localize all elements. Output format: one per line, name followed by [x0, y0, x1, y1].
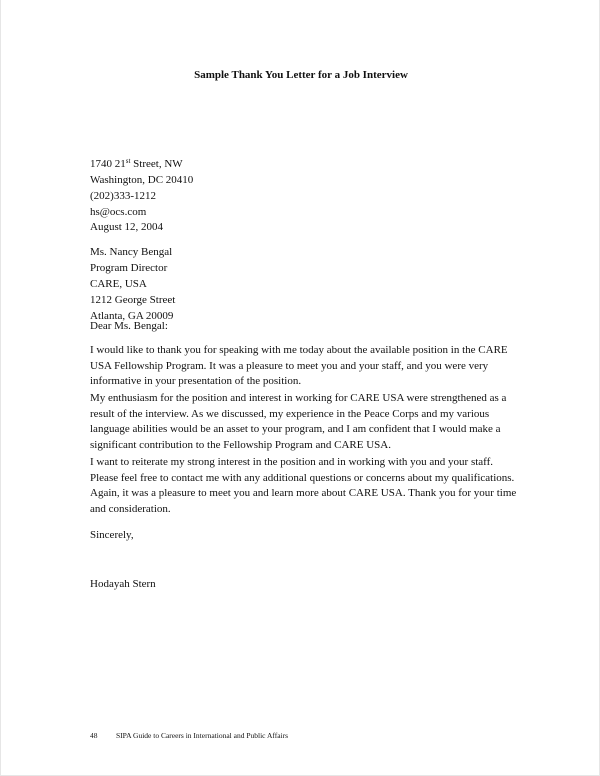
paragraph-3-line: I want to reiterate my strong interest in the position and in working with you and your staff.: [90, 456, 494, 468]
paragraph-1-line: I would like to thank you for speaking with me today about the available position in the CARE: [90, 344, 508, 356]
closing-text: Sincerely,: [90, 529, 134, 541]
sender-email: hs@ocs.com: [90, 206, 147, 218]
recipient-title: Program Director: [90, 262, 168, 274]
sender-street-rest: Street, NW: [130, 158, 183, 170]
paragraph-3-line: Again, it was a pleasure to meet you and learn more about CARE USA. Thank you for your time: [90, 487, 517, 500]
recipient-city-line: Atlanta, GA 20009: [90, 310, 174, 322]
recipient-name: Ms. Nancy Bengal: [90, 246, 173, 258]
salutation: [90, 318, 530, 334]
paragraph-2-line: My enthusiasm for the position and interest in working for CARE USA were strengthened as a: [90, 392, 507, 404]
footer-guide-title: SIPA Guide to Careers in International and Public Affairs: [116, 731, 289, 740]
page-number: 48: [90, 731, 98, 740]
sender-street-line: [90, 156, 530, 172]
recipient-street: 1212 George Street: [90, 294, 176, 306]
closing: [90, 527, 530, 543]
signature-name: Hodayah Stern: [90, 578, 156, 590]
paragraph-2-line: result of the interview. As we discussed, my experience in the Peace Corps and my various: [90, 407, 490, 420]
paragraph-2: [90, 391, 506, 453]
paragraph-3-line: and consideration.: [90, 502, 171, 515]
sender-city-line: Washington, DC 20410: [90, 174, 194, 186]
signature: [90, 576, 530, 592]
recipient-organization: CARE, USA: [90, 278, 147, 290]
letter-date-text: August 12, 2004: [90, 221, 164, 233]
paragraph-1: [90, 343, 508, 390]
salutation-text: Dear Ms. Bengal:: [90, 320, 168, 332]
paragraph-3: [90, 455, 516, 517]
paragraph-3-line: Please feel free to contact me with any additional questions or concerns about my qualifications.: [90, 471, 515, 484]
letter-date: [90, 219, 530, 235]
sender-street-suffix: st: [125, 157, 131, 165]
letter-title: Sample Thank You Letter for a Job Interview: [194, 69, 408, 81]
page-footer: [90, 731, 288, 741]
paragraph-2-line: language abilities would be an asset to your program, and I am confident that I would make a: [90, 423, 501, 436]
sender-phone: (202)333-1212: [90, 190, 156, 202]
paragraph-2-line: significant contribution to the Fellowship Program and CARE USA.: [90, 438, 391, 451]
paragraph-1-line: informative in your presentation of the position.: [90, 375, 302, 388]
paragraph-1-line: USA Fellowship Program. It was a pleasure to meet you and your staff, and you were very: [90, 359, 489, 372]
sender-street-number: 1740 21: [90, 158, 126, 170]
sender-address: [90, 156, 530, 220]
recipient-address: [90, 244, 530, 324]
